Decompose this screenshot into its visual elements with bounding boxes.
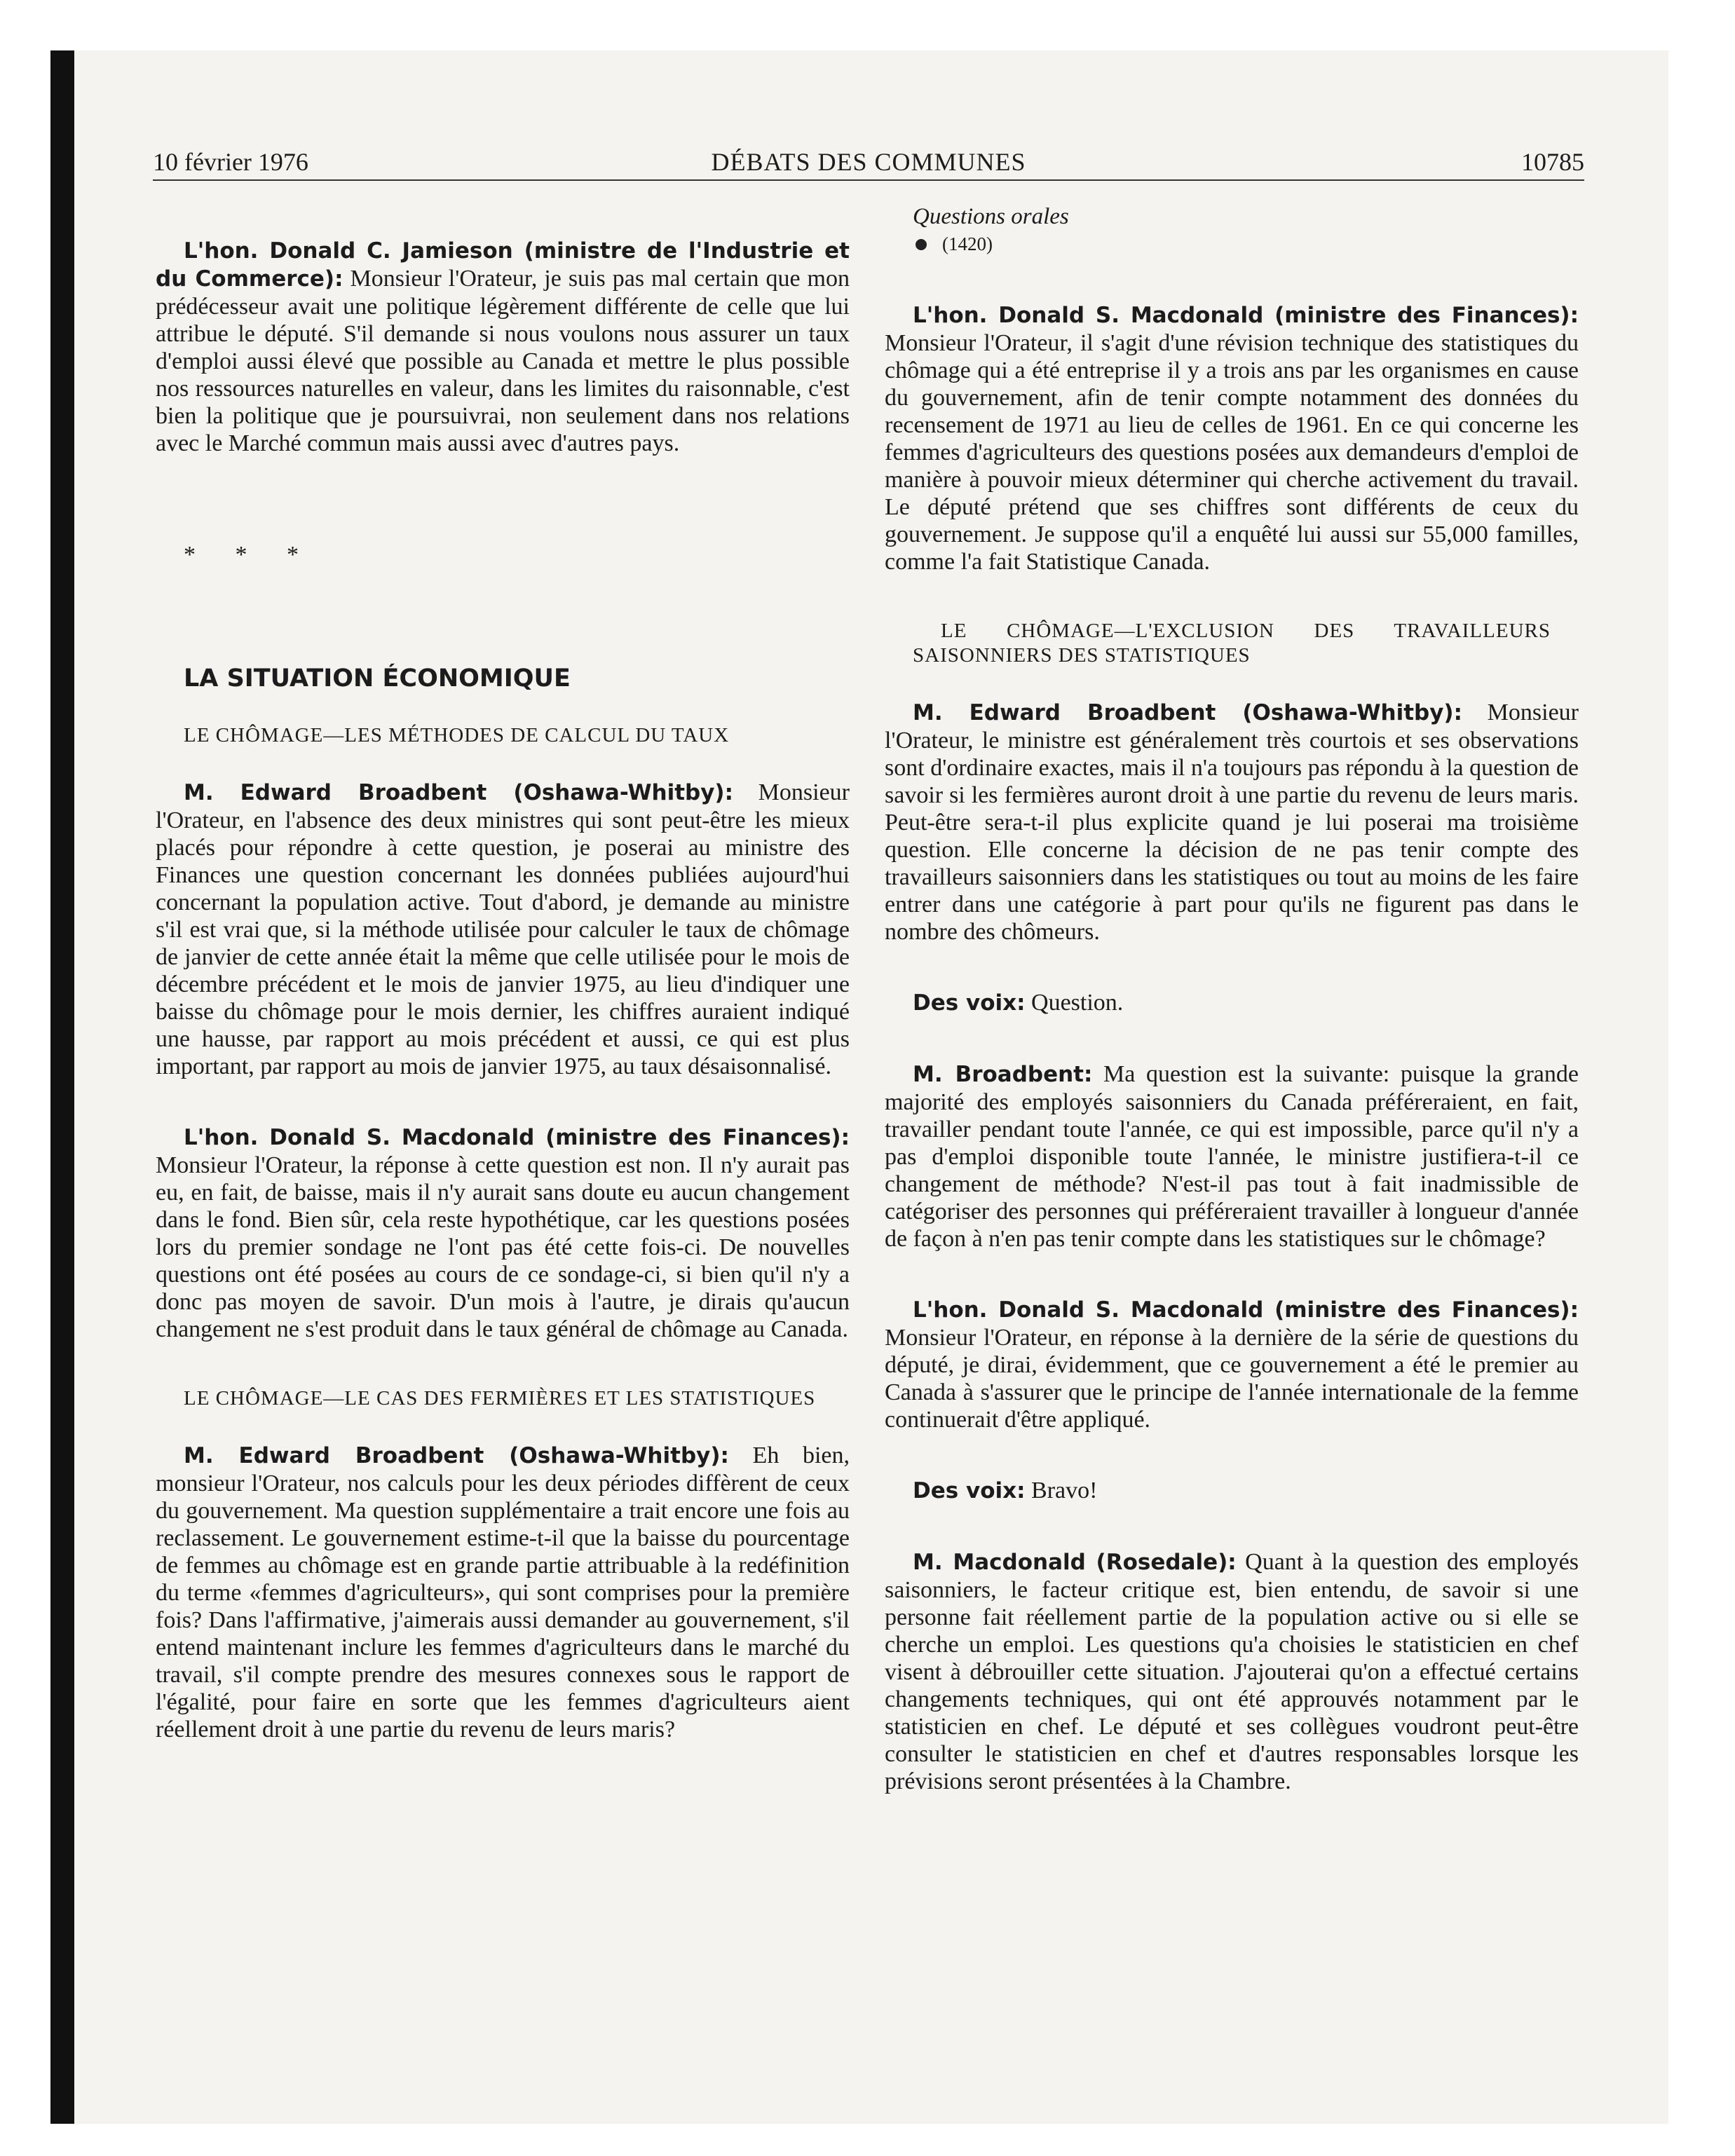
speaker-name: M. Edward Broadbent (Oshawa-Whitby): [184, 1443, 729, 1468]
speech-text: Bravo! [1025, 1478, 1098, 1503]
speaker-name: M. Edward Broadbent (Oshawa-Whitby): [184, 780, 733, 805]
section-label: Questions orales [913, 204, 1069, 229]
bullet-icon [916, 239, 927, 250]
header-page-number: 10785 [1521, 148, 1584, 176]
speaker-name: M. Macdonald (Rosedale): [913, 1550, 1237, 1575]
speaker-name: L'hon. Donald S. Macdonald (ministre des Finances): [913, 303, 1579, 328]
subsection-heading: LE CHÔMAGE—LE CAS DES FERMIÈRES ET LES STATISTIQUES [184, 1387, 816, 1410]
header-date: 10 février 1976 [153, 148, 308, 176]
right-column [885, 203, 1579, 1795]
subsection-heading: LE CHÔMAGE—L'EXCLUSION DES TRAVAILLEURS SAISONNIERS DES STATISTIQUES [913, 620, 1551, 667]
paragraph [885, 1296, 1579, 1433]
paragraph [156, 1442, 850, 1743]
left-column [156, 203, 850, 1743]
paragraph [156, 779, 850, 1080]
paragraph [885, 1477, 1579, 1505]
speaker-name: M. Edward Broadbent (Oshawa-Whitby): [913, 700, 1462, 725]
speaker-name: L'hon. Donald S. Macdonald (ministre des Finances): [913, 1297, 1579, 1323]
header-title: DÉBATS DES COMMUNES [711, 148, 1026, 176]
speech-text: Monsieur l'Orateur, en réponse à la dernière de la série de questions du député, je dirai, évidemment, que ce gouvernement a été le premier au Canada à s'assurer que le principe de l'année internationale de la femme continuerait d'être appliqué. [885, 1325, 1579, 1433]
speech-text: Quant à la question des employés saisonniers, le facteur critique est, bien entendu, de savoir si une personne fait réellement partie de la population active ou si elle se cherche un emploi. Les questions qu'a choisies le statisticien en chef visent à débrouiller cette situation. J'ajouterai qu'on a effectué certains changements techniques, qui ont été approuvés notamment par le statisticien en chef. Le député et ses collègues voudront peut-être consulter le statisticien en chef et d'autres responsables lorsque les prévisions seront présentées à la Chambre. [885, 1549, 1579, 1794]
header-rule [153, 179, 1584, 181]
subsection-heading: LE CHÔMAGE—LES MÉTHODES DE CALCUL DU TAUX [184, 724, 730, 746]
paragraph [885, 1060, 1579, 1253]
time-marker-text: (1420) [942, 233, 993, 254]
section-separator: * * * [184, 542, 315, 568]
speaker-name: L'hon. Donald C. Jamieson (ministre de l'Industrie et du Commerce): [156, 238, 850, 292]
speaker-name: Des voix: [913, 1478, 1026, 1503]
speech-text: Monsieur l'Orateur, il s'agit d'une révision technique des statistiques du chômage qui a été entreprise il y a trois ans par les organismes en cause du gouvernement, afin de tenir compte notamment des données du recensement de 1971 au lieu de celles de 1961. En ce qui concerne les femmes d'agriculteurs des questions posées aux demandeurs d'emploi de manière à pouvoir mieux déterminer qui cherche activement du travail. Le député prétend que ses chiffres sont différents de ceux du gouvernement. Je suppose qu'il a enquêté lui aussi sur 55,000 familles, comme l'a fait Statistique Canada. [885, 330, 1579, 575]
speech-text: Question. [1025, 990, 1124, 1016]
speech-text: Eh bien, monsieur l'Orateur, nos calculs pour les deux périodes diffèrent de ceux du gouvernement. Ma question supplémentaire a trait encore une fois au reclassement. Le gouvernement estime-t-il que la baisse du pourcentage de femmes au chômage est en grande partie attribuable à la redéfinition du terme «femmes d'agriculteurs», qui sont comprises pour la première fois? Dans l'affirmative, j'aimerais aussi demander au gouvernement, s'il entend maintenant inclure les femmes d'agriculteurs dans le marché du travail, s'il compte prendre des mesures connexes sous le rapport de l'égalité, pour faire en sorte que les femmes d'agriculteurs aient réellement droit à une partie du revenu de leurs maris? [156, 1442, 850, 1742]
speech-text: Monsieur l'Orateur, je suis pas mal certain que mon prédécesseur avait une politique légèrement différente de celle que lui attribue le député. S'il demande si nous voulons nous assurer un taux d'emploi aussi élevé que possible au Canada et mettre le plus possible nos ressources naturelles en valeur, dans les limites du raisonnable, c'est bien la politique que je poursuivrai, non seulement dans nos relations avec le Marché commun mais aussi avec d'autres pays. [156, 266, 850, 456]
speaker-name: Des voix: [913, 990, 1026, 1016]
speech-text: Monsieur l'Orateur, la réponse à cette question est non. Il n'y aurait pas eu, en fait, de baisse, mais il n'y aurait sans doute eu aucun changement dans le fond. Bien sûr, cela reste hypothétique, car les questions posées lors du premier sondage ne l'ont pas été cette fois-ci. De nouvelles questions ont été posées au cours de ce sondage-ci, si bien qu'il n'y a donc pas moyen de savoir. D'un mois à l'autre, je dirais qu'aucun changement ne s'est produit dans le taux général de chômage au Canada. [156, 1152, 850, 1342]
paragraph [885, 989, 1579, 1017]
speech-text: Monsieur l'Orateur, en l'absence des deux ministres qui sont peut-être les mieux placés pour répondre à cette question, je poserai au ministre des Finances une question concernant les données publiées aujourd'hui concernant la population active. Tout d'abord, je demande au ministre s'il est vrai que, si la méthode utilisée pour calculer le taux de chômage de janvier de cette année était la même que celle utilisée pour le mois de décembre précédent et le mois de janvier 1975, au lieu d'indiquer une baisse du chômage pour le mois dernier, les chiffres auraient indiqué une hausse, par rapport au mois précédent et aussi, ce qui est plus important, par rapport au mois de janvier 1975, au taux désaisonnalisé. [156, 779, 850, 1079]
paragraph [156, 1124, 850, 1343]
section-title: LA SITUATION ÉCONOMIQUE [184, 664, 571, 692]
paragraph [885, 699, 1579, 946]
page-header [153, 147, 1584, 181]
speaker-name: L'hon. Donald S. Macdonald (ministre des Finances): [184, 1125, 850, 1150]
speaker-name: M. Broadbent: [913, 1062, 1093, 1087]
time-marker [885, 231, 1579, 258]
speech-text: Ma question est la suivante: puisque la grande majorité des employés saisonniers du Canada préféreraient, en fait, travailler pendant toute l'année, ce qui est impossible, parce qu'il n'y a pas d'emploi disponible toute l'année, le ministre justifiera-t-il ce changement de méthode? N'est-il pas tout à fait inadmissible de catégoriser des personnes qui préféreraient travailler à longueur d'année de façon à n'en pas tenir compte dans les statistiques sur le chômage? [885, 1061, 1579, 1252]
scan-binding-edge [50, 50, 74, 2124]
paragraph [885, 1548, 1579, 1795]
speech-text: Monsieur l'Orateur, le ministre est généralement très courtois et ses observations sont d'ordinaire exactes, mais il n'a toujours pas répondu à la question de savoir si les fermières auront droit à une partie du revenu de leurs maris. Peut-être sera-t-il plus explicite quand je lui poserai ma troisième question. Elle concerne la décision de ne pas tenir compte des travailleurs saisonniers dans les statistiques ou tout au moins de les faire entrer dans une catégorie à part pour qu'ils ne figurent pas dans le nombre des chômeurs. [885, 700, 1579, 945]
paragraph [156, 237, 850, 457]
paragraph [885, 301, 1579, 575]
